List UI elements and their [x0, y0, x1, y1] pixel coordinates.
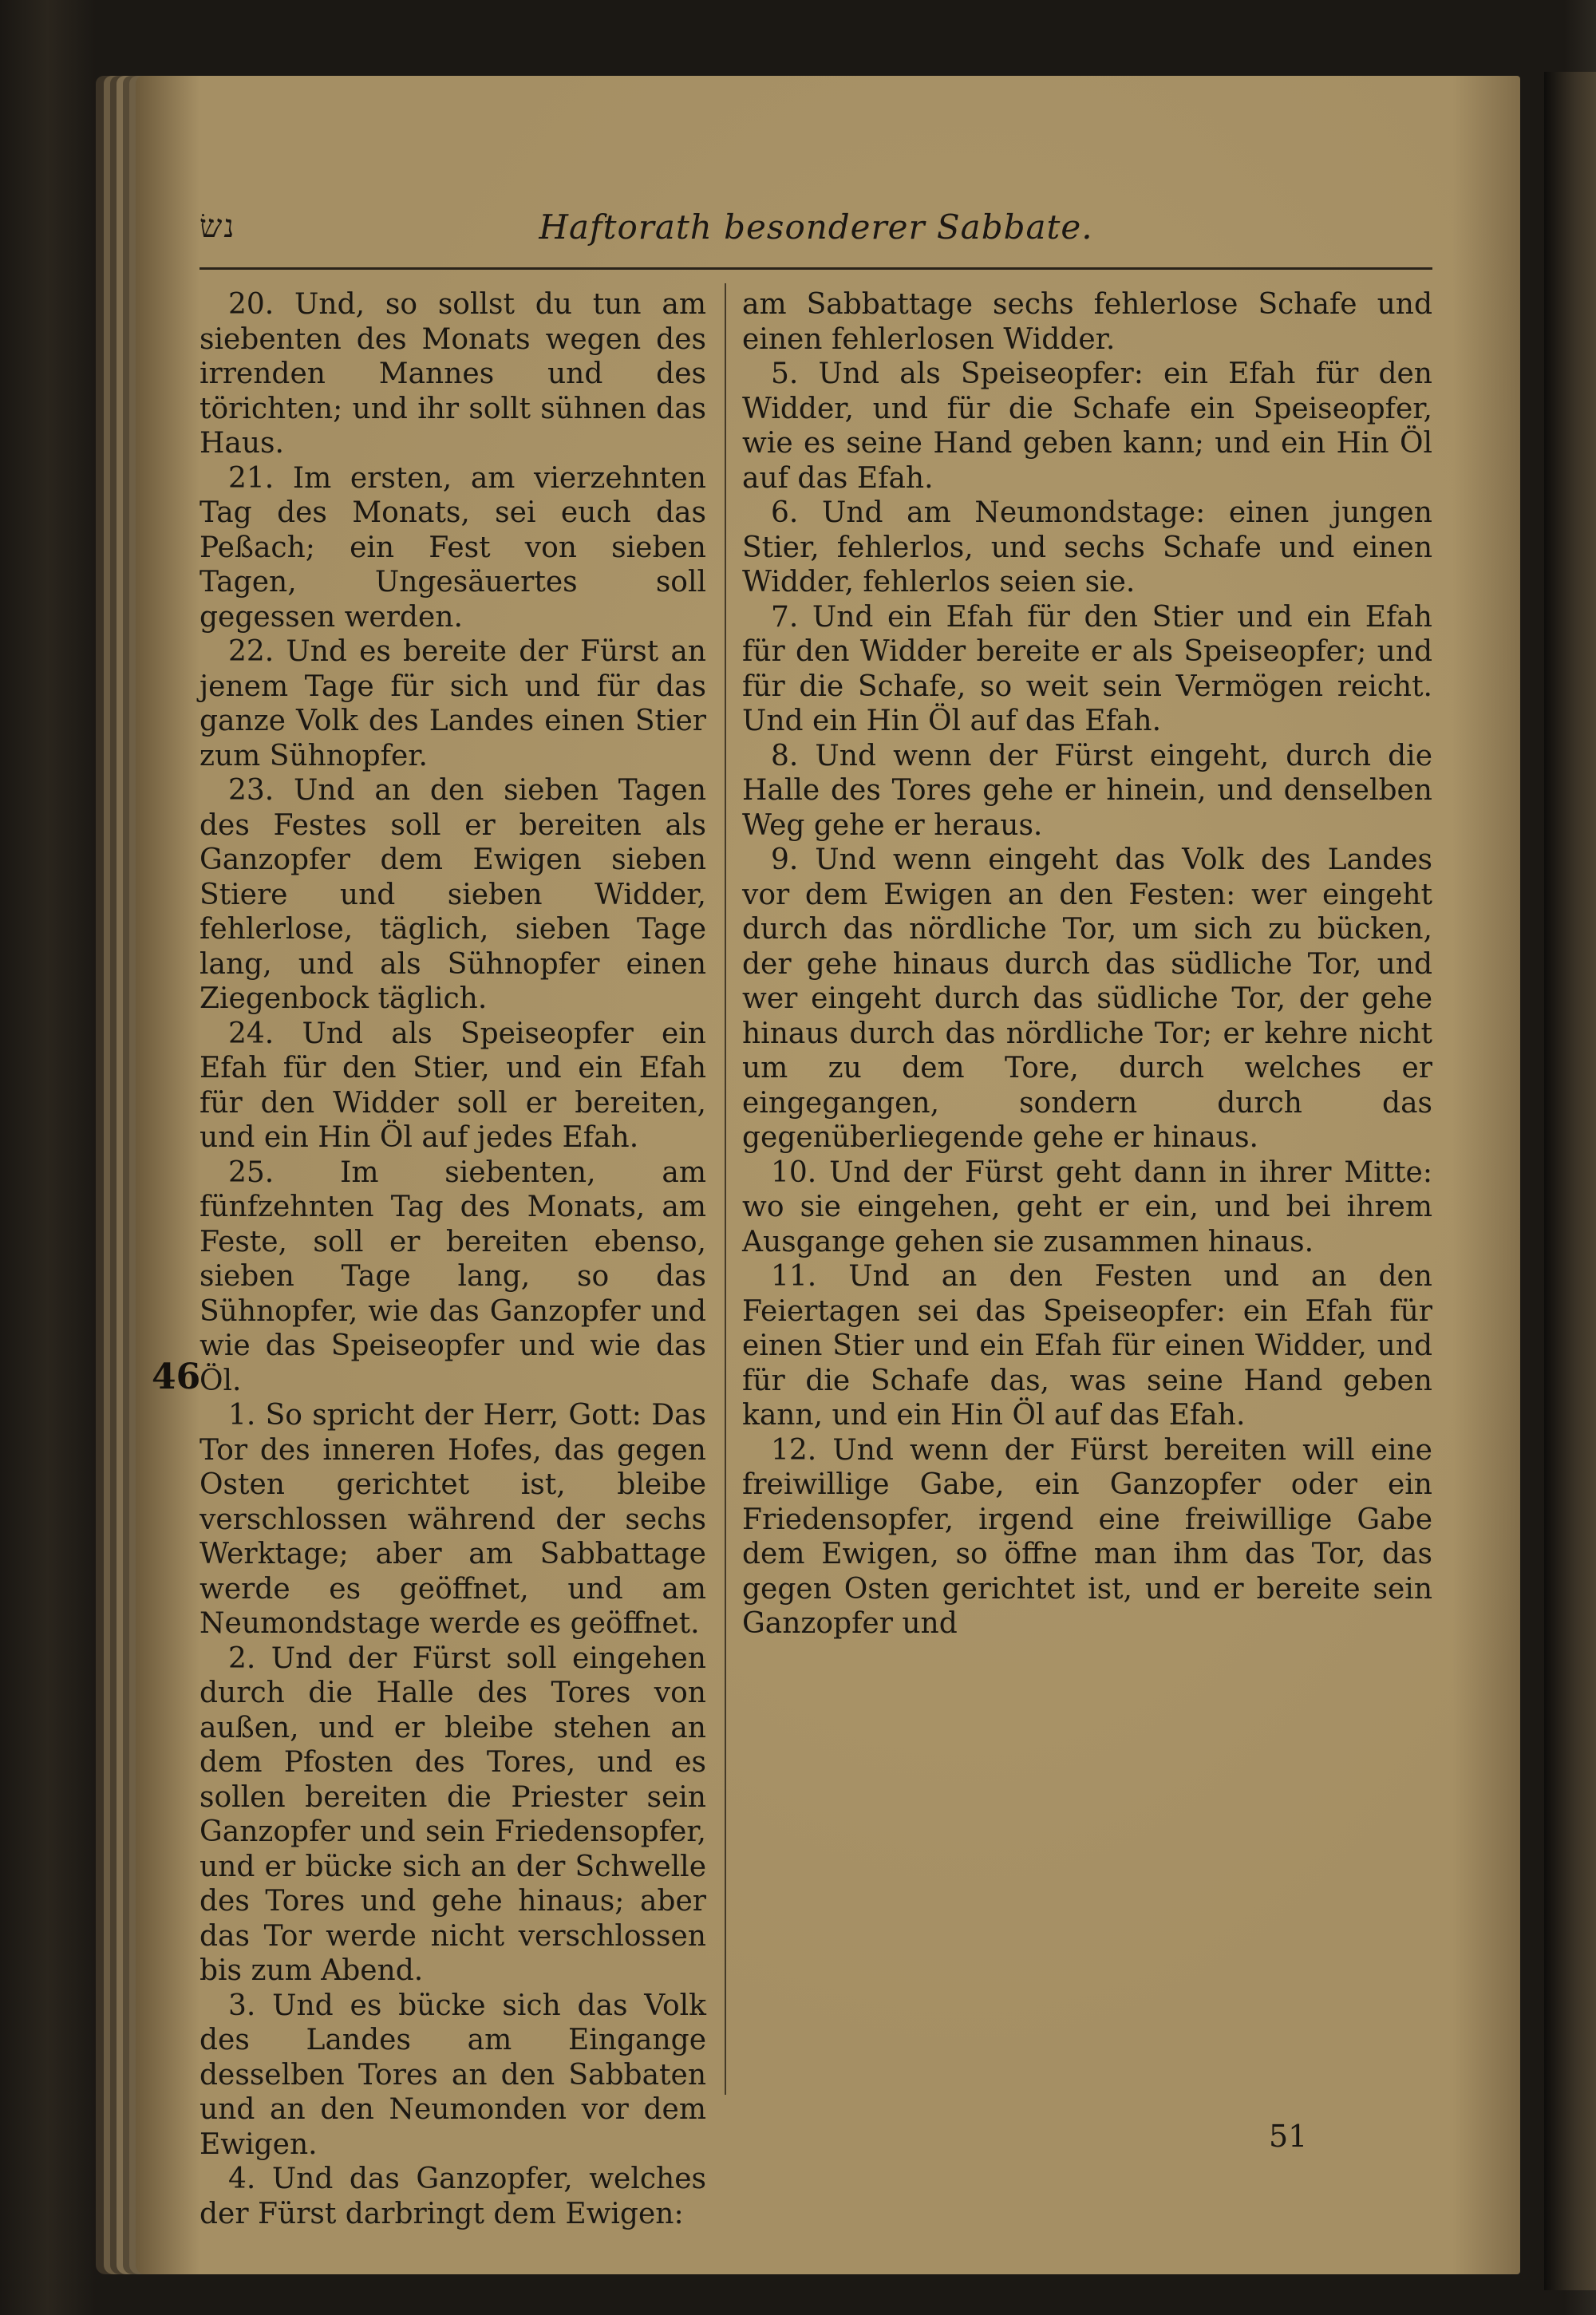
column-divider [725, 283, 726, 2095]
verse: 25. Im siebenten, am fünfzehnten Tag des Monats, am Feste, soll er bereiten ebenso, sieben Tage lang, so das Sühnopfer, wie das Ganzopfer und wie das Speiseopfer und wie das Öl. [200, 1156, 706, 1397]
verse: 7. Und ein Efah für den Stier und ein Efah für den Widder bereite er als Speiseopfer; und für die Schafe, so weit sein Vermögen reicht. Und ein Hin Öl auf das Efah. [742, 600, 1432, 737]
hebrew-page-number: נשׂ [200, 208, 236, 245]
chapter-number: 46 [152, 1357, 201, 1397]
verse: 2. Und der Fürst soll eingehen durch die Halle des Tores von außen, und er bleibe stehen an dem Pfosten des Tores, und es sollen bereiten die Priester sein Ganzopfer und sein Friedensopfer, und er bücke sich an der Schwelle des Tores und gehe hinaus; aber das Tor werde nicht verschlossen bis zum Abend. [200, 1641, 706, 1987]
verse: 23. Und an den sieben Tagen des Festes soll er bereiten als Ganzopfer dem Ewigen sieben Stiere und sieben Widder, fehlerlose, täglich, sieben Tage lang, und als Sühnopfer einen Ziegenbock täglich. [200, 774, 706, 1015]
chapter-start-verse: 1. So spricht der Herr, Gott: Das Tor des inneren Hofes, das gegen Osten gerichtet ist, bleibe verschlossen während der sechs Werktage; aber am Sabbattage werde es geöffnet, und am Neumondstage werde es geöffnet. [200, 1399, 706, 1640]
running-title: Haftorath besonderer Sabbate. [539, 207, 1093, 247]
verse: 11. Und an den Festen und an den Feiertagen sei das Speiseopfer: ein Efah für einen Stier und ein Efah für einen Widder, und für die Schafe das, was seine Hand geben kann, und ein Hin Öl auf das Efah. [742, 1260, 1432, 1432]
verse: 6. Und am Neumondstage: einen jungen Stier, fehlerlos, und sechs Schafe und einen Widder, fehlerlos seien sie. [742, 496, 1432, 599]
facing-page-edge [1544, 72, 1596, 2290]
right-column [742, 287, 1432, 1641]
verse: 8. Und wenn der Fürst eingeht, durch die Halle des Tores gehe er hinein, und denselben Weg gehe er heraus. [742, 739, 1432, 842]
verse: 4. Und das Ganzopfer, welches der Fürst darbringt dem Ewigen: [200, 2163, 706, 2230]
signature-mark: 51 [1269, 2119, 1308, 2154]
verse: 10. Und der Fürst geht dann in ihrer Mitte: wo sie eingehen, geht er ein, und bei ihrem Ausgange gehen sie zusammen hinaus. [742, 1156, 1432, 1258]
verse: am Sabbattage sechs fehlerlose Schafe und einen fehlerlosen Widder. [742, 288, 1432, 356]
running-header [200, 207, 1432, 263]
verse: 24. Und als Speiseopfer ein Efah für den Stier, und ein Efah für den Widder soll er bereiten, und ein Hin Öl auf jedes Efah. [200, 1017, 706, 1154]
verse: 20. Und, so sollst du tun am siebenten des Monats wegen des irrenden Mannes und des törichten; und ihr sollt sühnen das Haus. [200, 288, 706, 460]
verse: 3. Und es bücke sich das Volk des Landes am Eingange desselben Tores an den Sabbaten und an den Neumonden vor dem Ewigen. [200, 1989, 706, 2161]
verse: 21. Im ersten, am vierzehnten Tag des Monats, sei euch das Peßach; ein Fest von sieben Tagen, Ungesäuertes soll gegessen werden. [200, 461, 706, 634]
book-page [136, 76, 1520, 2274]
verse: 5. Und als Speiseopfer: ein Efah für den Widder, und für die Schafe ein Speiseopfer, wie es seine Hand geben kann; und ein Hin Öl auf das Efah. [742, 358, 1432, 495]
verse: 22. Und es bereite der Fürst an jenem Tage für sich und für das ganze Volk des Landes einen Stier zum Sühnopfer. [200, 635, 706, 772]
left-column [200, 287, 706, 2231]
header-rule [200, 267, 1432, 270]
verse: 12. Und wenn der Fürst bereiten will eine freiwillige Gabe, ein Ganzopfer oder ein Friedensopfer, irgend eine freiwillige Gabe dem Ewigen, so öffne man ihm das Tor, das gegen Osten gerichtet ist, und er bereite sein Ganzopfer und [742, 1433, 1432, 1640]
verse: 9. Und wenn eingeht das Volk des Landes vor dem Ewigen an den Festen: wer eingeht durch das nördliche Tor, um sich zu bücken, der gehe hinaus durch das südliche Tor, und wer eingeht durch das südliche Tor, der gehe hinaus durch das nördliche Tor; er kehre nicht um zu dem Tore, durch welches er eingegangen, sondern durch das gegenüberliegende gehe er hinaus. [742, 843, 1432, 1154]
